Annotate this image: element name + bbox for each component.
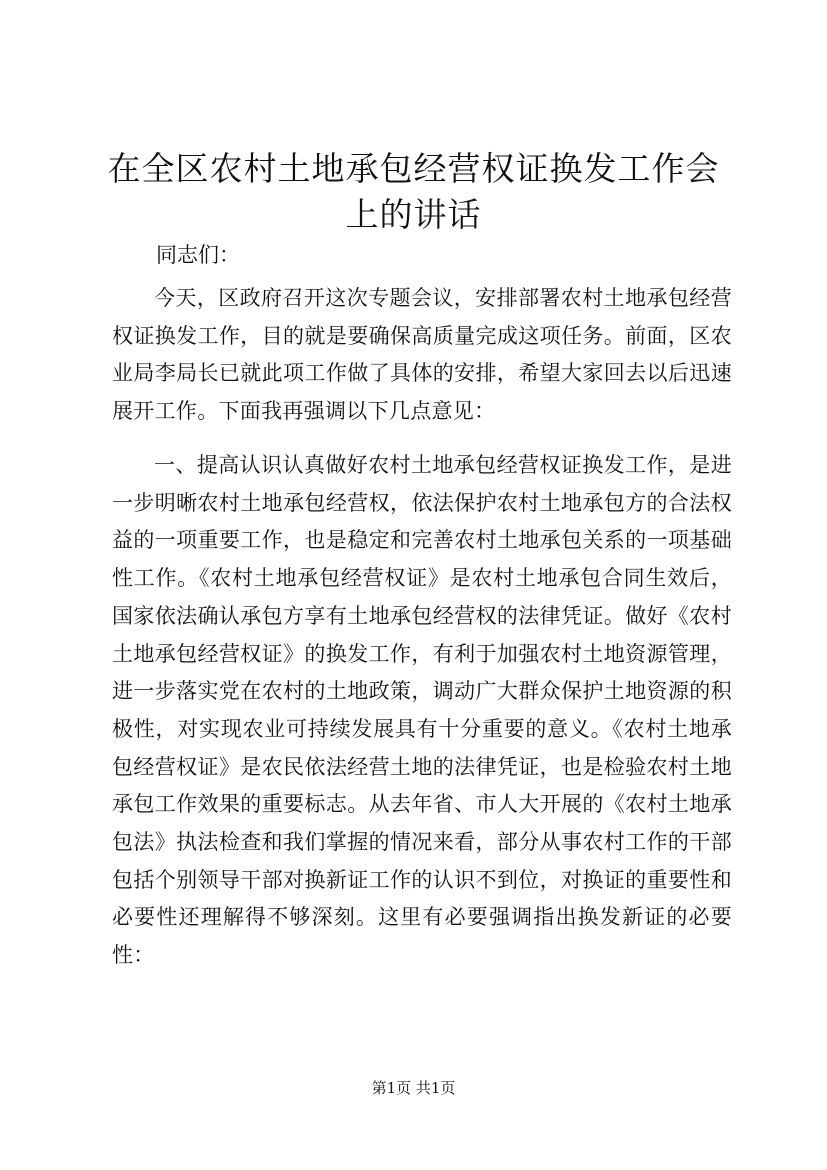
page-footer: 第1页 共1页: [371, 1079, 456, 1097]
document-title: 在全区农村土地承包经营权证换发工作会上的讲话: [107, 149, 720, 234]
paragraph-point-one: 一、提高认识认真做好农村土地承包经营权证换发工作，是进一步明晰农村土地承包经营权，依法保护农村土地承包方的合法权益的一项重要工作，也是稳定和完善农村土地承包关系的一项基础性工作。《农村土地承包经营权证》是农村土地承包合同生效后，国家依法确认承包方享有土地承包经营权的法律凭证。做好《农村土地承包经营权证》的换发工作，有利于加强农村土地资源管理，进一步落实党在农村的土地政策，调动广大群众保护土地资源的积极性，对实现农业可持续发展具有十分重要的意义。《农村土地承包经营权证》是农民依法经营土地的法律凭证，也是检验农村土地承包工作效果的重要标志。从去年省、市人大开展的《农村土地承包法》执法检查和我们掌握的情况来看，部分从事农村工作的干部包括个别领导干部对换新证工作的认识不到位，对换证的重要性和必要性还理解得不够深刻。这里有必要强调指出换发新证的必要性：: [112, 453, 732, 968]
salutation: 同志们：: [156, 243, 240, 267]
paragraph-intro: 今天，区政府召开这次专题会议，安排部署农村土地承包经营权证换发工作，目的就是要确保高质量完成这项任务。前面，区农业局李局长已就此项工作做了具体的安排，希望大家回去以后迅速展开工作。下面我再强调以下几点意见：: [112, 286, 732, 424]
